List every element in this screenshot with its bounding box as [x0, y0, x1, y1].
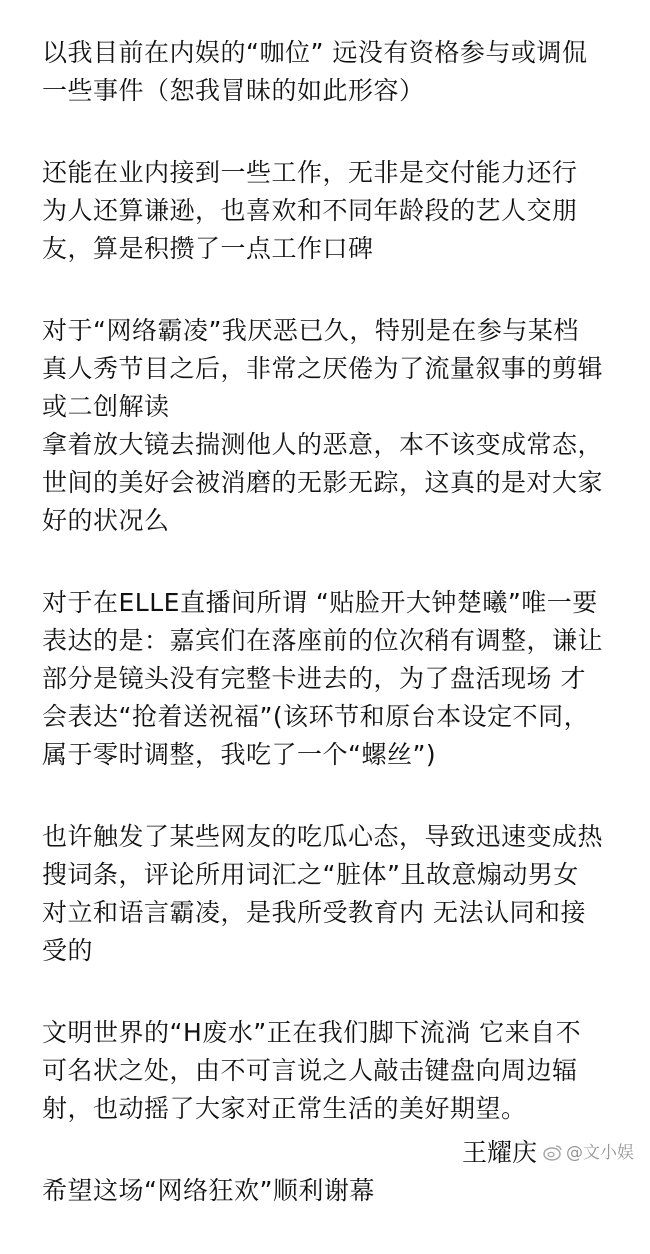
statement-body: [42, 34, 622, 1254]
text-line: 属于零时调整，我吃了一个“螺丝”): [42, 740, 437, 769]
text-line: 友，算是积攒了一点工作口碑: [42, 234, 374, 263]
watermark: [543, 1142, 634, 1164]
paragraph-1: [42, 34, 622, 110]
paragraph-5: [42, 818, 622, 970]
text-line: 文明世界的“H废水”正在我们脚下流淌 它来自不: [42, 1018, 582, 1047]
text-line: 为人还算谦逊，也喜欢和不同年龄段的艺人交朋: [42, 196, 578, 225]
text-line: 拿着放大镜去揣测他人的恶意，本不该变成常态，: [42, 430, 604, 459]
text-line: 或二创解读: [42, 392, 170, 421]
text-line: 世间的美好会被消磨的无影无踪，这真的是对大家: [42, 468, 604, 497]
text-line: 会表达“抢着送祝福”(该环节和原台本设定不同，: [42, 702, 590, 731]
paragraph-3: [42, 312, 622, 540]
text-line: 一些事件（恕我冒昧的如此形容）: [42, 76, 425, 105]
text-line: 还能在业内接到一些工作，无非是交付能力还行: [42, 158, 578, 187]
paragraph-6: [42, 1014, 622, 1128]
text-line: 对于在ELLE直播间所谓 “贴脸开大钟楚曦”唯一要: [42, 588, 598, 617]
weibo-at-icon: [543, 1143, 563, 1163]
watermark-text: @文小娱: [566, 1143, 634, 1163]
text-line: 以我目前在内娱的“咖位” 远没有资格参与或调侃: [42, 38, 588, 67]
paragraph-2: [42, 154, 622, 268]
text-line: 也许触发了某些网友的吃瓜心态，导致迅速变成热: [42, 822, 604, 851]
signature: 王耀庆: [462, 1138, 538, 1167]
text-line: 对于“网络霸凌”我厌恶已久，特别是在参与某档: [42, 316, 579, 345]
paragraph-4: [42, 584, 622, 774]
text-line: 部分是镜头没有完整卡进去的，为了盘活现场 才: [42, 664, 586, 693]
text-line: 搜词条，评论所用词汇之“脏体”且故意煽动男女: [42, 860, 579, 889]
text-line: 表达的是：嘉宾们在落座前的位次稍有调整，谦让: [42, 626, 604, 655]
text-line: 真人秀节目之后，非常之厌倦为了流量叙事的剪辑: [42, 354, 604, 383]
text-line: 好的状况么: [42, 506, 170, 535]
text-line: 受的: [42, 936, 94, 965]
text-line: 射，也动摇了大家对正常生活的美好期望。: [42, 1094, 527, 1123]
text-line: 希望这场“网络狂欢”顺利谢幕: [42, 1176, 375, 1205]
text-line: 对立和语言霸凌，是我所受教育内 无法认同和接: [42, 898, 586, 927]
text-line: 可名状之处，由不可言说之人敲击键盘向周边辐: [42, 1056, 578, 1085]
paragraph-7: [42, 1172, 622, 1210]
